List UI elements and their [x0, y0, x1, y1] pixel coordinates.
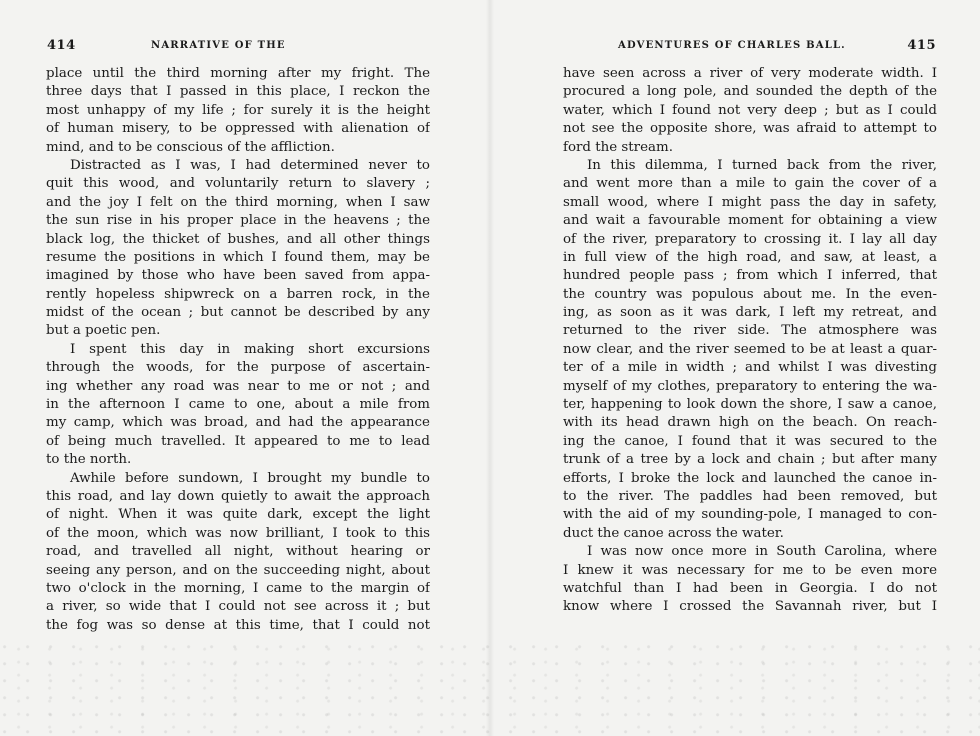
- text-line: Distracted as I was, I had determined never to: [70, 157, 430, 173]
- text-line: mind, and to be conscious of the affliction.: [46, 139, 335, 155]
- right-running-head: [618, 38, 936, 56]
- text-line: and the joy I felt on the third morning, when I saw: [46, 194, 430, 210]
- text-line: have seen across a river of very moderate width. I: [563, 66, 937, 81]
- text-line: small wood, where I might pass the day in safety,: [563, 194, 937, 210]
- text-line: with the aid of my sounding-pole, I managed to con-: [563, 507, 937, 523]
- text-line: not see the opposite shore, was afraid to attempt to: [563, 121, 937, 137]
- right-running-title: ADVENTURES OF CHARLES BALL.: [618, 40, 846, 51]
- right-page-number: 415: [907, 38, 936, 53]
- text-line: through the woods, for the purpose of ascertain-: [46, 360, 430, 376]
- text-line: now clear, and the river seemed to be at least a quar-: [563, 341, 937, 357]
- text-line: to the north.: [46, 452, 132, 468]
- text-line: of being much travelled. It appeared to me to lead: [46, 433, 430, 449]
- text-line: imagined by those who have been saved from appa-: [46, 268, 430, 284]
- text-line: watchful than I had been in Georgia. I do not: [563, 580, 937, 596]
- text-line: with its head drawn high on the beach. On reach-: [563, 415, 937, 431]
- text-line: resume the positions in which I found them, may be: [46, 249, 430, 265]
- text-line: the fog was so dense at this time, that I could not: [46, 617, 430, 633]
- text-line: a river, so wide that I could not see across it ; but: [46, 599, 430, 615]
- text-line: quit this wood, and voluntarily return to slavery ;: [46, 176, 430, 192]
- text-line: of the river, preparatory to crossing it. I lay all day: [563, 231, 937, 247]
- left-running-head: [47, 38, 437, 56]
- text-line: most unhappy of my life ; for surely it is the height: [46, 102, 430, 118]
- text-line: road, and travelled all night, without hearing or: [46, 544, 430, 560]
- text-line: I spent this day in making short excursions: [70, 341, 430, 357]
- text-line: ter of a mile in width ; and whilst I was divesting: [563, 360, 937, 376]
- text-line: two o'clock in the morning, I came to the margin of: [46, 580, 430, 596]
- text-line: to the river. The paddles had been removed, but: [563, 488, 937, 504]
- left-running-title: NARRATIVE OF THE: [151, 40, 286, 51]
- text-line: Awhile before sundown, I brought my bundle to: [70, 470, 430, 486]
- right-page: [490, 0, 980, 736]
- text-line: efforts, I broke the lock and launched the canoe in-: [563, 470, 937, 486]
- text-line: hundred people pass ; from which I inferred, that: [563, 268, 937, 284]
- text-line: and wait a favourable moment for obtaining a view: [563, 213, 937, 229]
- text-line: ter, happening to look down the shore, I saw a canoe,: [563, 397, 937, 413]
- text-line: in full view of the high road, and saw, at least, a: [563, 249, 937, 265]
- text-line: In this dilemma, I turned back from the river,: [587, 157, 937, 173]
- text-line: of human misery, to be oppressed with alienation of: [46, 121, 430, 137]
- text-line: ing the canoe, I found that it was secured to the: [563, 433, 937, 449]
- text-line: but a poetic pen.: [46, 323, 161, 339]
- text-line: and went more than a mile to gain the cover of a: [563, 176, 937, 192]
- text-line: I knew it was necessary for me to be even more: [563, 562, 937, 578]
- text-line: the sun rise in his proper place in the heavens ; the: [46, 213, 430, 229]
- text-line: of the moon, which was now brilliant, I took to this: [46, 525, 430, 541]
- text-line: ing, as soon as it was dark, I left my retreat, and: [563, 305, 937, 321]
- text-line: water, which I found not very deep ; but as I could: [563, 102, 937, 118]
- text-line: of night. When it was quite dark, except the light: [46, 507, 430, 523]
- text-line: three days that I passed in this place, I reckon the: [46, 84, 430, 100]
- text-line: returned to the river side. The atmosphere was: [563, 323, 937, 339]
- text-line: this road, and lay down quietly to await the approach: [46, 488, 430, 504]
- text-line: know where I crossed the Savannah river, but I: [563, 599, 937, 615]
- text-line: I was now once more in South Carolina, where: [587, 544, 937, 560]
- text-line: ing whether any road was near to me or not ; and: [46, 378, 430, 394]
- right-body-text: [563, 65, 937, 617]
- text-line: in the afternoon I came to one, about a mile from: [46, 397, 430, 413]
- text-line: rently hopeless shipwreck on a barren rock, in the: [46, 286, 430, 302]
- text-line: my camp, which was broad, and had the appearance: [46, 415, 430, 431]
- left-body-text: [46, 65, 430, 635]
- text-line: duct the canoe across the water.: [563, 525, 784, 541]
- left-page-number: 414: [47, 38, 76, 53]
- text-line: trunk of a tree by a lock and chain ; but after many: [563, 452, 937, 468]
- text-line: the country was populous about me. In the even-: [563, 286, 937, 302]
- scan-noise: [0, 640, 980, 736]
- text-line: black log, the thicket of bushes, and all other things: [46, 231, 430, 247]
- text-line: seeing any person, and on the succeeding night, about: [46, 562, 430, 578]
- text-line: midst of the ocean ; but cannot be described by any: [46, 305, 430, 321]
- text-line: myself of my clothes, preparatory to entering the wa-: [563, 378, 937, 394]
- text-line: procured a long pole, and sounded the depth of the: [563, 84, 937, 100]
- text-line: place until the third morning after my fright. The: [46, 66, 430, 81]
- text-line: ford the stream.: [563, 139, 673, 155]
